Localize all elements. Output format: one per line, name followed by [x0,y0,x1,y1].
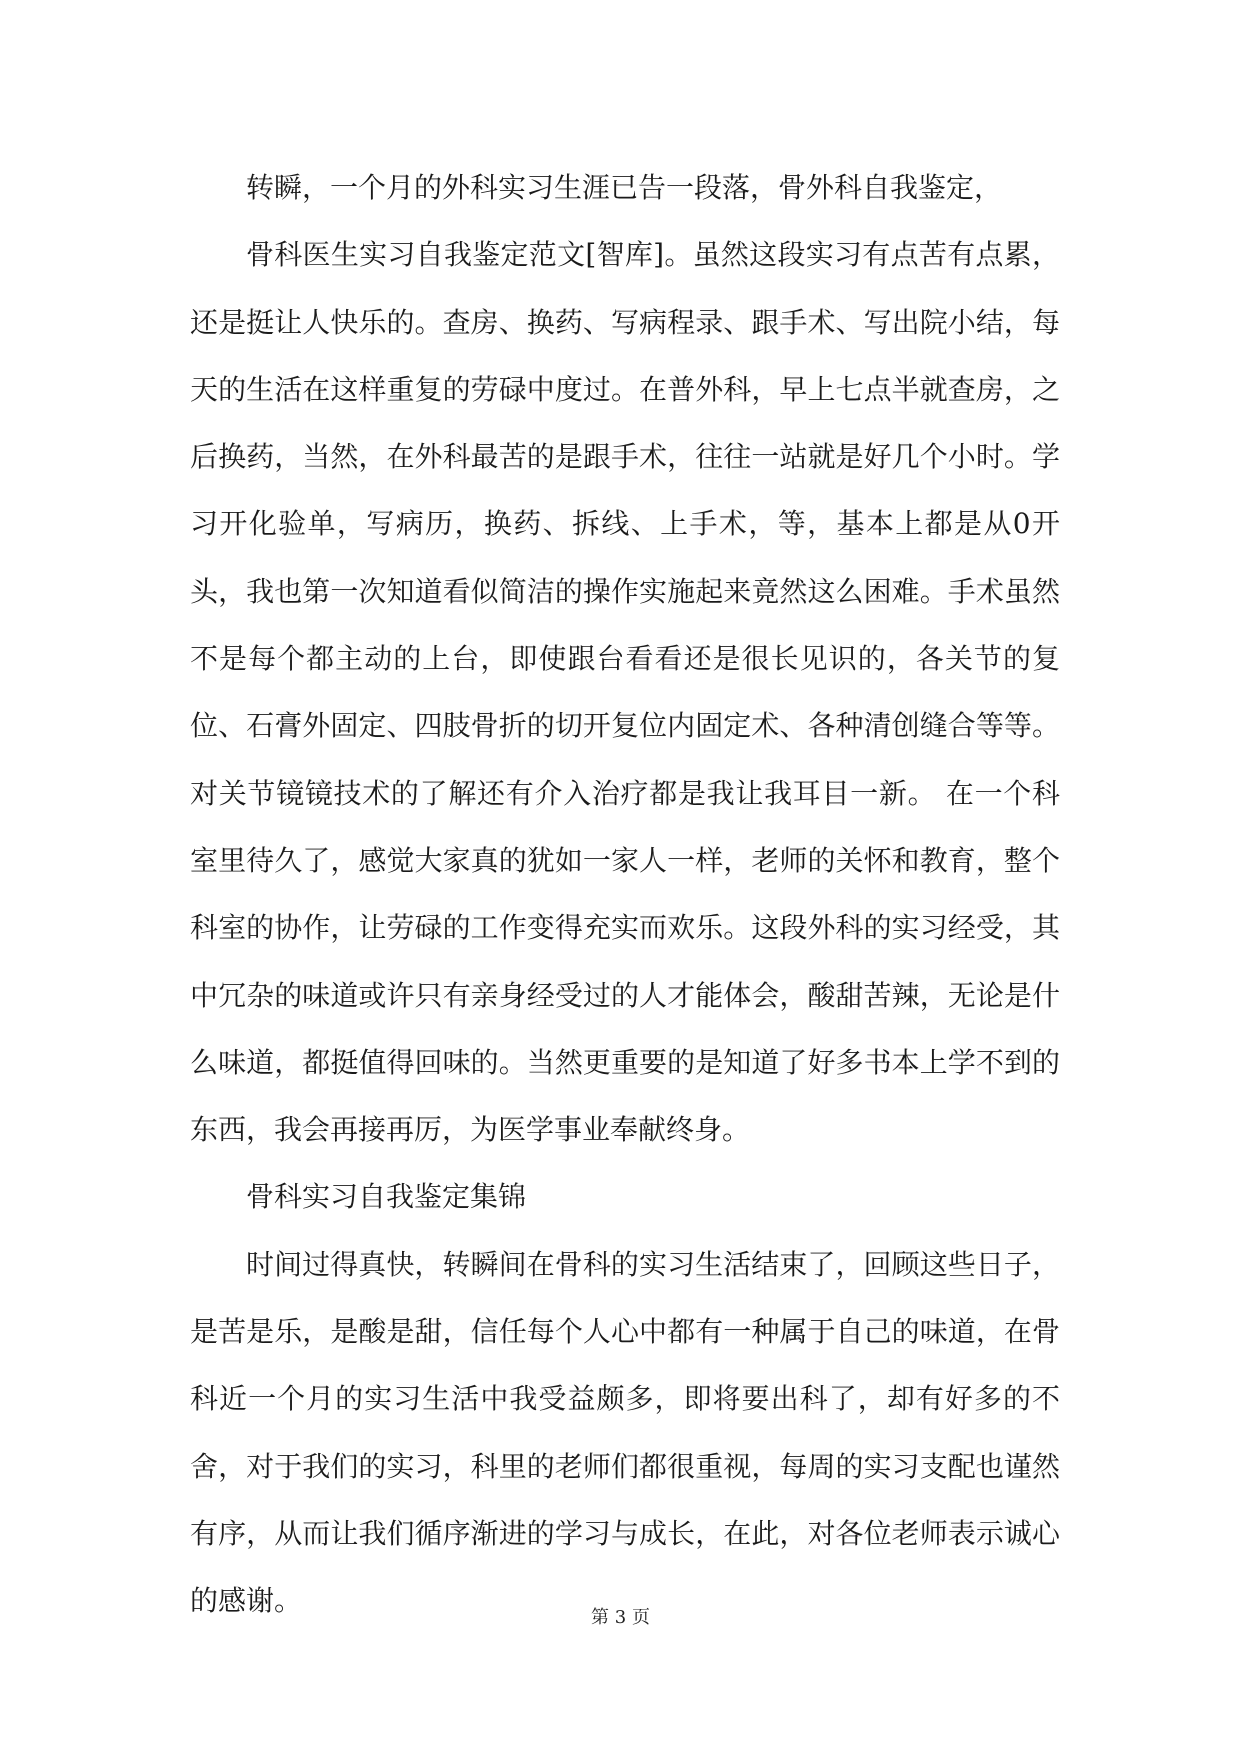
section-heading: 骨科实习自我鉴定集锦 [246,1180,527,1214]
paragraph-reflection: 时间过得真快，转瞬间在骨科的实习生活结束了，回顾这些日子，是苦是乐，是酸是甜，信任每个人心中都有一种属于自己的味道，在骨科近一个月的实习生活中我受益颇多，即将要出科了，却有好多的不舍，对于我们的实习，科里的老师们都很重视，每周的实习支配也谨然有序，从而让我们循序渐进的学习与成长，在此，对各位老师表示诚心的感谢。 [190,1247,1060,1618]
paragraph-internship-experience: 骨科医生实习自我鉴定范文[智库]。虽然这段实习有点苦有点累，还是挺让人快乐的。查房、换药、写病程录、跟手术、写出院小结，每天的生活在这样重复的劳碌中度过。在普外科，早上七点半就查房，之后换药，当然，在外科最苦的是跟手术，往往一站就是好几个小时。学习开化验单，写病历，换药、拆线、上手术，等，基本上都是从0开头，我也第一次知道看似简洁的操作实施起来竟然这么困难。手术虽然不是每个都主动的上台，即使跟台看看还是很长见识的，各关节的复位、石膏外固定、四肢骨折的切开复位内固定术、各种清创缝合等等。对关节镜镜技术的了解还有介入治疗都是我让我耳目一新。 在一个科室里待久了，感觉大家真的犹如一家人一样，老师的关怀和教育，整个科室的协作，让劳碌的工作变得充实而欢乐。这段外科的实习经受，其中冗杂的味道或许只有亲身经受过的人才能体会，酸甜苦辣，无论是什么味道，都挺值得回味的。当然更重要的是知道了好多书本上学不到的东西，我会再接再厉，为医学事业奉献终身。 [190,238,1060,1147]
document-body [190,154,1060,1635]
page-number: 第 3 页 [591,1607,650,1628]
paragraph-intro: 转瞬，一个月的外科实习生涯已告一段落，骨外科自我鉴定， [246,171,1003,204]
